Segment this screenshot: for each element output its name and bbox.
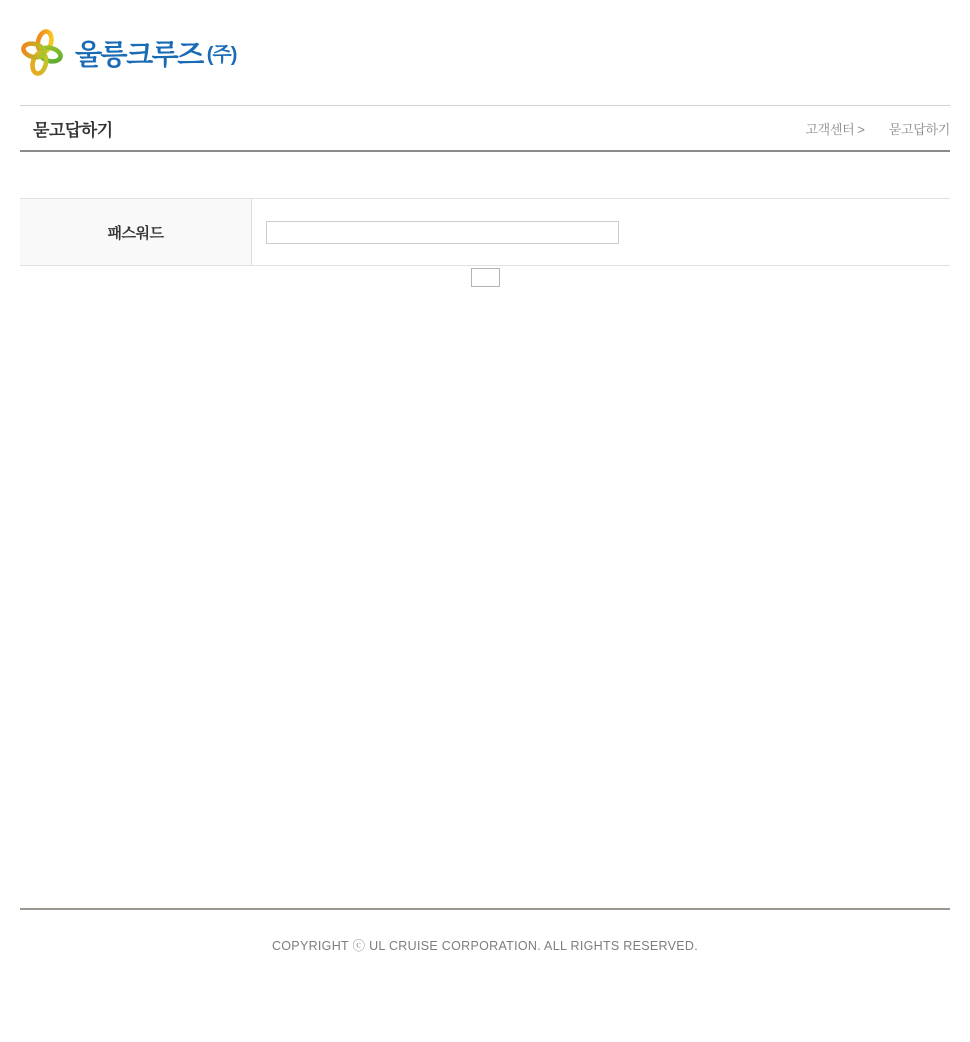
home-logo-link[interactable] (21, 29, 236, 81)
password-input[interactable] (266, 221, 619, 244)
submit-button[interactable] (471, 268, 500, 287)
title-bar (20, 105, 950, 152)
copyright-text: COPYRIGHT ⓒ UL CRUISE CORPORATION. ALL RIGHTS RESERVED. (271, 939, 699, 953)
password-label: 패스워드 (20, 199, 252, 265)
table-row (20, 199, 950, 265)
main-content (0, 152, 970, 287)
site-header (0, 0, 970, 105)
page-title: 묻고답하기 (33, 120, 113, 140)
breadcrumb-separator: > (857, 121, 865, 137)
site-footer (0, 908, 970, 1042)
breadcrumb-current: 묻고답하기 (888, 121, 950, 137)
company-suffix: (주) (206, 44, 237, 66)
pinwheel-flower-logo-icon (21, 29, 63, 81)
breadcrumb-parent-link[interactable]: 고객센터 > (805, 121, 865, 137)
breadcrumb (805, 119, 950, 138)
company-name: 울릉크루즈 (75, 39, 203, 70)
password-input-cell (252, 199, 950, 265)
password-table (20, 198, 950, 266)
